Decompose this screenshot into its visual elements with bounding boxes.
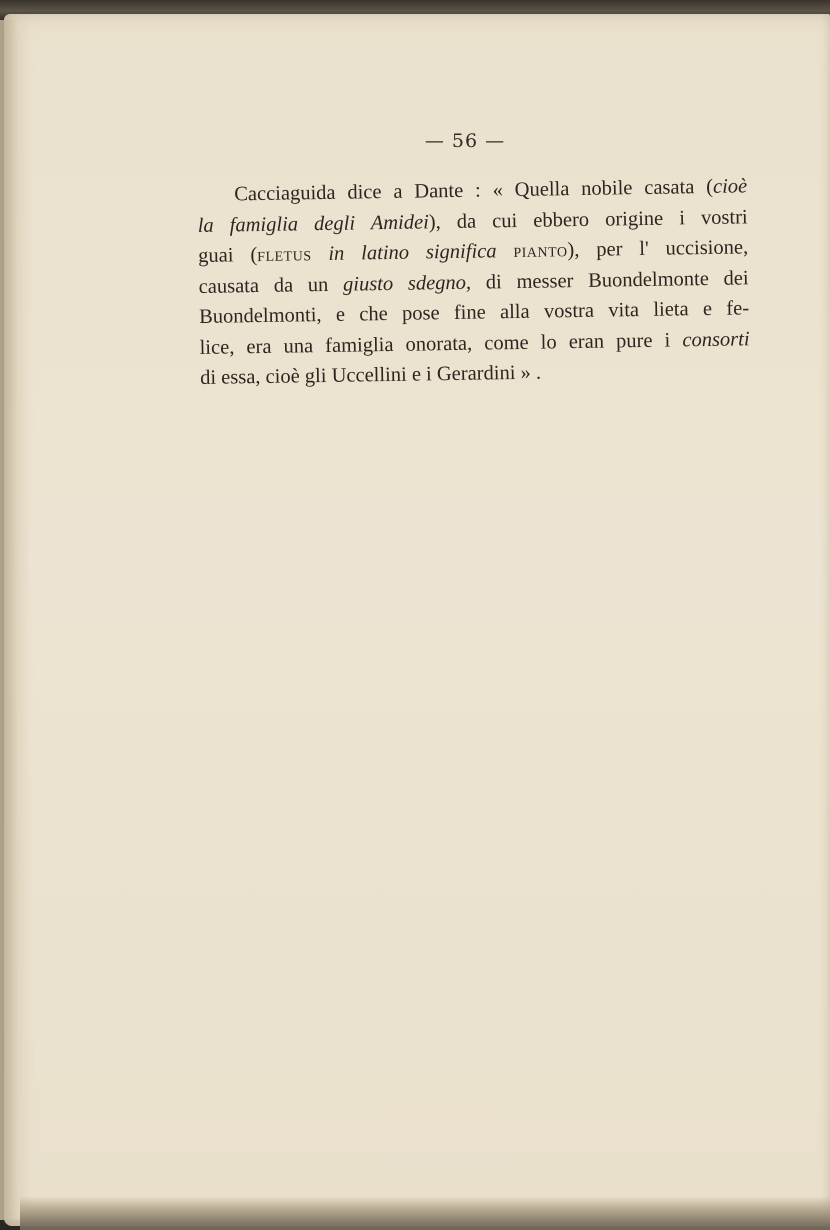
text-run: Buondelmonti, e che pose fine alla vostra vita lieta e fe- xyxy=(198,297,750,328)
text-run: causata da un xyxy=(198,273,344,298)
text-run: guai ( xyxy=(198,244,258,267)
italic-run: consorti xyxy=(682,327,750,351)
text-run: di essa, cioè gli Uccellini e i Gerardini » . xyxy=(199,361,542,389)
text-run: Cacciaguida dice a Dante : « Quella nobile casata ( xyxy=(234,175,714,206)
italic-run: in latino significa xyxy=(311,240,514,266)
small-caps-run: pianto xyxy=(513,239,568,263)
small-caps-run: fletus xyxy=(257,243,312,267)
text-run: ), per l' uccisione, xyxy=(567,236,749,262)
page-left-edge xyxy=(0,20,30,1220)
text-run: lice, era una famiglia onorata, come lo eran pure i xyxy=(199,328,683,359)
page-bottom-edge xyxy=(20,1196,830,1230)
italic-run: giusto sdegno, xyxy=(342,271,472,296)
text-run: ), da cui ebbero origine i vostri xyxy=(428,205,748,233)
italic-run: la famiglia degli Amidei xyxy=(197,210,429,237)
page-number: — 56 — xyxy=(424,130,506,152)
text-run: di messer Buondelmonte dei xyxy=(470,266,749,294)
body-paragraph xyxy=(197,171,750,393)
italic-run: cioè xyxy=(712,175,748,198)
